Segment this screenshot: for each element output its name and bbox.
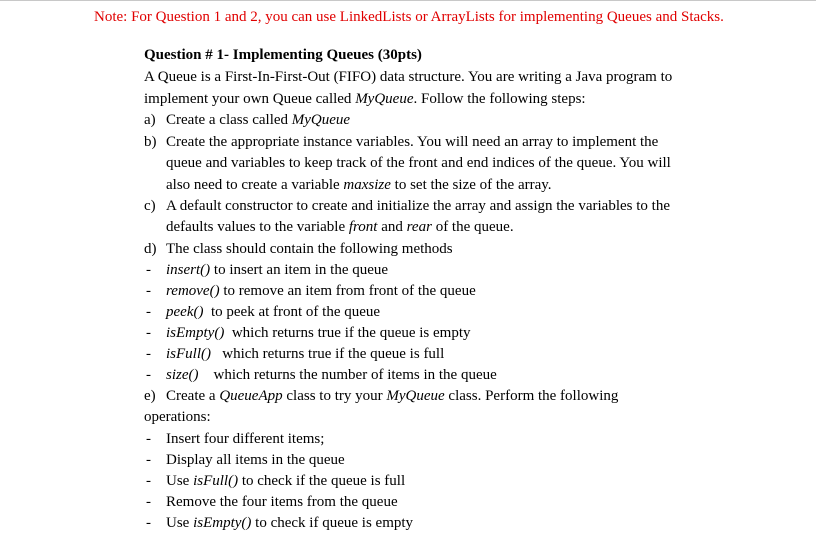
list-dash: - <box>146 431 151 447</box>
intro-line-1: A Queue is a First-In-First-Out (FIFO) data structure. You are writing a Java program to <box>144 69 673 85</box>
step-a-marker: a) <box>144 112 156 128</box>
step-b-line-1: Create the appropriate instance variables. You will need an array to implement the <box>166 134 659 150</box>
step-e-line-1: Create a QueueApp class to try your MyQueue class. Perform the following <box>166 388 619 404</box>
list-dash: - <box>146 304 151 320</box>
method-item: size() which returns the number of items in the queue <box>166 367 497 383</box>
step-d-marker: d) <box>144 241 157 257</box>
operation-item: Remove the four items from the queue <box>166 494 398 510</box>
step-c-marker: c) <box>144 198 156 214</box>
top-divider <box>0 0 816 1</box>
list-dash: - <box>146 325 151 341</box>
method-item: insert() to insert an item in the queue <box>166 262 389 278</box>
step-c-line-2: defaults values to the variable front and rear of the queue. <box>166 219 514 235</box>
step-e-marker: e) <box>144 388 156 404</box>
step-e-line-2: operations: <box>144 409 211 425</box>
question-title: Question # 1- Implementing Queues (30pts) <box>144 47 422 63</box>
step-b-marker: b) <box>144 134 157 150</box>
list-dash: - <box>146 494 151 510</box>
step-b-line-2: queue and variables to keep track of the front and end indices of the queue. You will <box>166 155 671 171</box>
step-d-text: The class should contain the following methods <box>166 241 453 257</box>
list-dash: - <box>146 283 151 299</box>
intro-line-2: implement your own Queue called MyQueue. Follow the following steps: <box>144 91 586 107</box>
note-paragraph: Note: For Question 1 and 2, you can use LinkedLists or ArrayLists for implementing Queues and Stacks. <box>94 9 724 25</box>
operation-item: Insert four different items; <box>166 431 325 447</box>
method-item: remove() to remove an item from front of the queue <box>166 283 476 299</box>
operation-item: Display all items in the queue <box>166 452 345 468</box>
list-dash: - <box>146 473 151 489</box>
operation-item: Use isEmpty() to check if queue is empty <box>166 515 414 531</box>
step-c-line-1: A default constructor to create and initialize the array and assign the variables to the <box>166 198 670 214</box>
list-dash: - <box>146 367 151 383</box>
operation-item: Use isFull() to check if the queue is full <box>166 473 406 489</box>
list-dash: - <box>146 262 151 278</box>
list-dash: - <box>146 346 151 362</box>
method-item: isFull() which returns true if the queue is full <box>166 346 445 362</box>
method-item: isEmpty() which returns true if the queue is empty <box>166 325 471 341</box>
method-item: peek() to peek at front of the queue <box>166 304 381 320</box>
step-b-line-3: also need to create a variable maxsize to set the size of the array. <box>166 177 552 193</box>
list-dash: - <box>146 515 151 531</box>
list-dash: - <box>146 452 151 468</box>
step-a-text: Create a class called MyQueue <box>166 112 351 128</box>
